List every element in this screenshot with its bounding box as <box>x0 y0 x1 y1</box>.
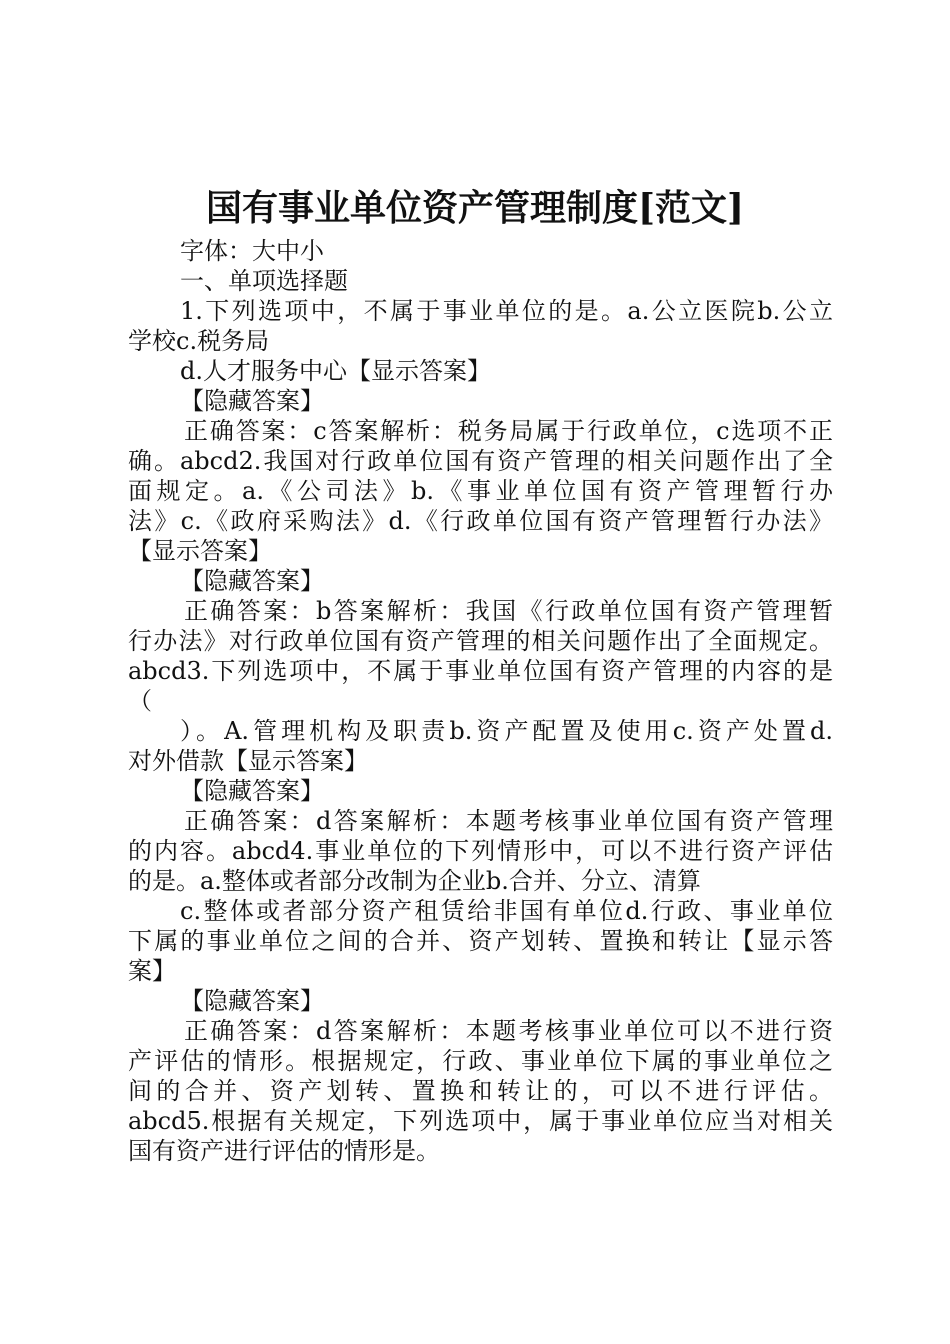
hide-answer-label: 【隐藏答案】 <box>180 987 324 1015</box>
answer-1-line: 确。abcd2.我国对行政单位国有资产管理的相关问题作出了全 <box>128 447 833 475</box>
answer-4-line: 产评估的情形。根据规定，行政、事业单位下属的事业单位之 <box>128 1047 833 1075</box>
question-3-option-line: ）。A.管理机构及职责b.资产配置及使用c.资产处置d. <box>180 717 833 745</box>
question-5-line: abcd5.根据有关规定，下列选项中，属于事业单位应当对相关 <box>128 1107 833 1135</box>
answer-4-line: 间的合并、资产划转、置换和转让的，可以不进行评估。 <box>128 1077 833 1105</box>
hide-answer-label: 【隐藏答案】 <box>180 567 324 595</box>
question-4-option-line: 案】 <box>128 957 176 985</box>
document-body <box>128 236 833 1166</box>
answer-1-line: 正确答案：c答案解析：税务局属于行政单位，c选项不正 <box>184 417 833 445</box>
question-4-option-line: 下属的事业单位之间的合并、资产划转、置换和转让【显示答 <box>128 927 833 955</box>
answer-3-line: 的内容。abcd4.事业单位的下列情形中，可以不进行资产评估 <box>128 837 833 865</box>
question-1-line: 学校c.税务局 <box>128 327 270 355</box>
answer-3-line: 正确答案：d答案解析：本题考核事业单位国有资产管理 <box>184 807 833 835</box>
question-2-line: 面规定。a.《公司法》b.《事业单位国有资产管理暂行办 <box>128 477 833 505</box>
show-answer-label: 【显示答案】 <box>128 537 272 565</box>
section-heading: 一、单项选择题 <box>180 267 348 295</box>
hide-answer-label: 【隐藏答案】 <box>180 387 324 415</box>
answer-4-line: 正确答案：d答案解析：本题考核事业单位可以不进行资 <box>184 1017 833 1045</box>
document-title: 国有事业单位资产管理制度[范文] <box>205 187 745 229</box>
question-2-line: 法》c.《政府采购法》d.《行政单位国有资产管理暂行办法》 <box>128 507 833 535</box>
question-3-line: （ <box>128 687 152 715</box>
question-5-line: 国有资产进行评估的情形是。 <box>128 1137 440 1165</box>
question-1-line: 1.下列选项中，不属于事业单位的是。a.公立医院b.公立 <box>180 297 833 325</box>
answer-2-line: 行办法》对行政单位国有资产管理的相关问题作出了全面规定。 <box>128 627 833 655</box>
question-4-option-line: c.整体或者部分资产租赁给非国有单位d.行政、事业单位 <box>180 897 833 925</box>
question-3-line: abcd3.下列选项中，不属于事业单位国有资产管理的内容的是 <box>128 657 833 685</box>
question-4-line: 的是。a.整体或者部分改制为企业b.合并、分立、清算 <box>128 867 701 895</box>
question-3-option-line: 对外借款【显示答案】 <box>128 747 368 775</box>
answer-2-line: 正确答案：b答案解析：我国《行政单位国有资产管理暂 <box>184 597 833 625</box>
font-size-line: 字体：大中小 <box>180 237 324 265</box>
question-1-option-line: d.人才服务中心【显示答案】 <box>180 357 491 385</box>
hide-answer-label: 【隐藏答案】 <box>180 777 324 805</box>
